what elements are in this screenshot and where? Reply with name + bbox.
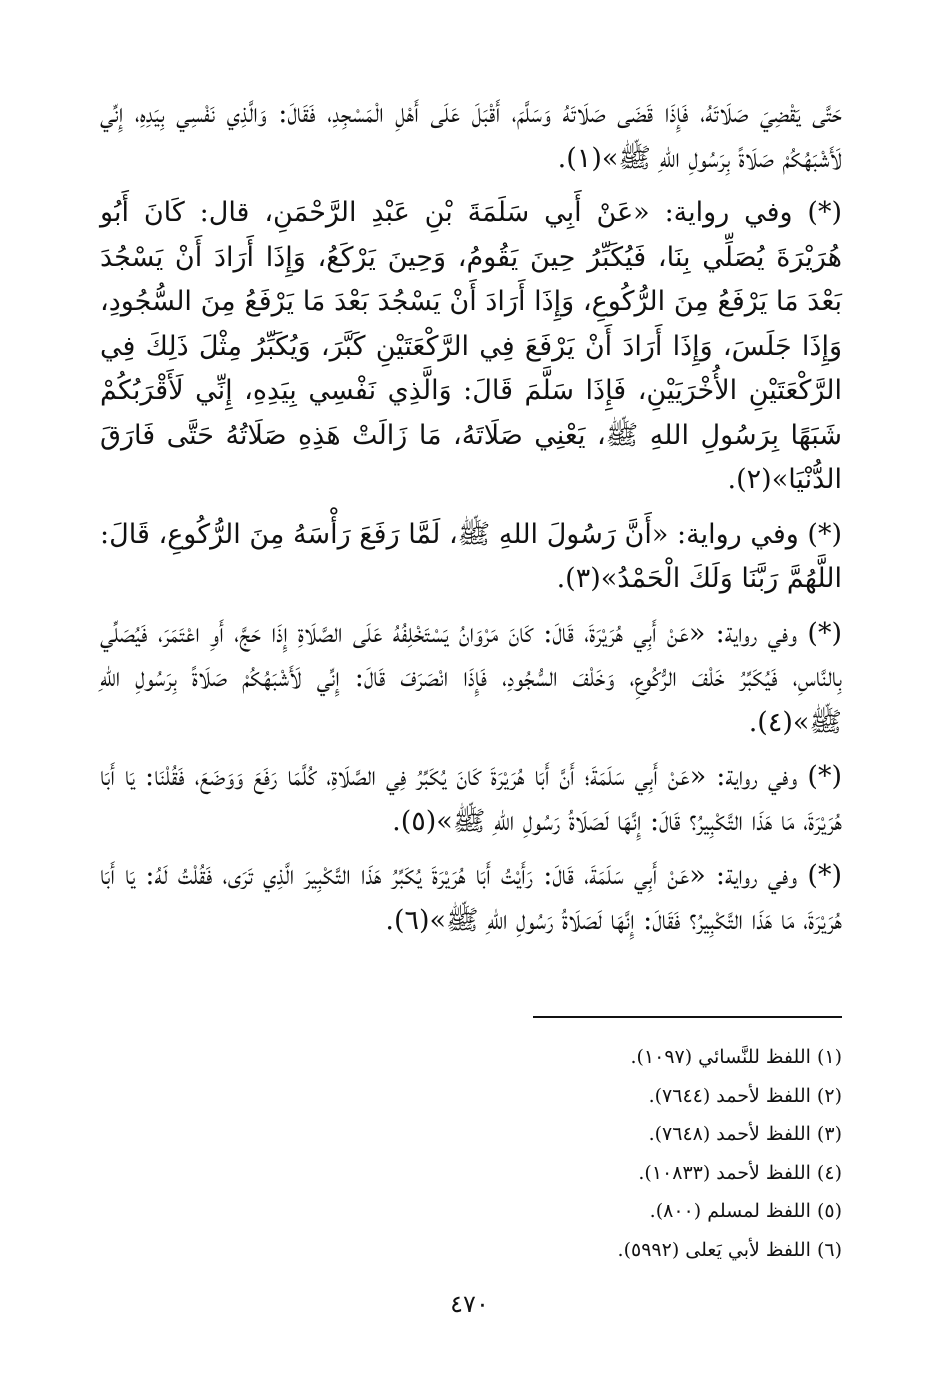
paragraph-3: (*) وفي رواية: «أَنَّ رَسُولَ اللهِ ﷺ، لَمَّا رَفَعَ رَأْسَهُ مِنَ الرُّكُوعِ، قَالَ: اللَّهُمَّ رَبَّنَا وَلَكَ الْحَمْدُ»(٣). [100,518,842,594]
paragraph-4: (*) وفي رواية: «عَنْ أَبِي هُرَيْرَةَ، قَالَ: كَانَ مَرْوَانُ يَسْتَخْلِفُهُ عَلَى الصَّلَاةِ إِذَا حَجَّ، أَوِ اعْتَمَرَ، فَيُصَلِّي بِالنَّاسِ، فَيُكَبِّرُ خَلْفَ الرُّكُوعِ، وَخَلْفَ السُّجُودِ، فَإِذَا انْصَرَفَ قَالَ: إِنِّي لَأَشْبَهُكُمْ صَلَاةً بِرَسُولِ اللهِ ﷺ»(٤). [100,617,842,738]
footnote-2: (٢) اللفظ لأحمد (٧٦٤٤). [648,1084,842,1107]
footnotes [400,1038,842,1269]
paragraph-2: (*) وفي رواية: «عَنْ أَبِي سَلَمَةَ بْنِ عَبْدِ الرَّحْمَنِ، قال: كَانَ أَبُو هُرَيْرَةَ يُصَلِّي بِنَا، فَيُكَبِّرُ حِينَ يَقُومُ، وَحِينَ يَرْكَعُ، وَإِذَا أَرَادَ أَنْ يَسْجُدَ بَعْدَ مَا يَرْفَعُ مِنَ الرُّكُوعِ، وَإِذَا أَرَادَ أَنْ يَسْجُدَ بَعْدَ مَا يَرْفَعُ مِنَ السُّجُودِ، وَإِذَا جَلَسَ، وَإِذَا أَرَادَ أَنْ يَرْفَعَ فِي الرَّكْعَتَيْنِ كَبَّرَ، وَيُكَبِّرُ مِثْلَ ذَلِكَ فِي الرَّكْعَتَيْنِ الأُخْرَيَيْنِ، فَإِذَا سَلَّمَ قَالَ: وَالَّذِي نَفْسِي بِيَدِهِ، إِنِّي لَأَقْرَبُكُمْ شَبَهًا بِرَسُولِ اللهِ ﷺ، يَعْنِي صَلَاتَهُ، مَا زَالَتْ هَذِهِ صَلَاتُهُ حَتَّى فَارَقَ الدُّنْيَا»(٢). [100,197,842,495]
footnote-separator [533,1016,842,1018]
footnote-6: (٦) اللفظ لأبي يَعلى (٥٩٩٢). [617,1238,842,1261]
footnote-1: (١) اللفظ للنَّسائي (١٠٩٧). [630,1046,842,1068]
paragraph-1: حَتَّى يَقْضِيَ صَلَاتَهُ، فَإِذَا قَضَى صَلَاتَهُ وَسَلَّمَ، أَقْبَلَ عَلَى أَهْلِ الْمَسْجِدِ، فَقَالَ: وَالَّذِي نَفْسِي بِيَدِهِ، إِنِّي لَأَشْبَهُكُمْ صَلَاةً بِرَسُولِ اللهِ ﷺ»(١). [100,98,842,174]
footnote-5: (٥) اللفظ لمسلم (٨٠٠). [649,1200,842,1222]
paragraph-6: (*) وفي رواية: «عَنْ أَبِي سَلَمَةَ، قَالَ: رَأَيْتُ أَبَا هُرَيْرَةَ يُكَبِّرُ هَذَا التَّكْبِيرَ الَّذِي تَرَى، فَقُلْتُ لَهُ: يَا أَبَا هُرَيْرَةَ، مَا هَذَا التَّكْبِيرُ؟ فَقَالَ: إِنَّهَا لَصَلَاةُ رَسُولِ اللهِ ﷺ»(٦). [100,860,842,936]
paragraph-5: (*) وفي رواية: «عَنْ أَبِي سَلَمَةَ؛ أَنَّ أَبَا هُرَيْرَةَ كَانَ يُكَبِّرُ فِي الصَّلَاةِ، كُلَّمَا رَفَعَ وَوَضَعَ، فَقُلْنَا: يَا أَبَا هُرَيْرَةَ، مَا هَذَا التَّكْبِيرُ؟ قَالَ: إِنَّهَا لَصَلَاةُ رَسُولِ اللهِ ﷺ»(٥). [100,761,842,837]
footnote-3: (٣) اللفظ لأحمد (٧٦٤٨). [648,1123,842,1145]
footnote-4: (٤) اللفظ لأحمد (١٠٨٣٣). [638,1161,842,1184]
page-number: ٤٧٠ [450,1290,489,1318]
main-text [100,92,842,953]
